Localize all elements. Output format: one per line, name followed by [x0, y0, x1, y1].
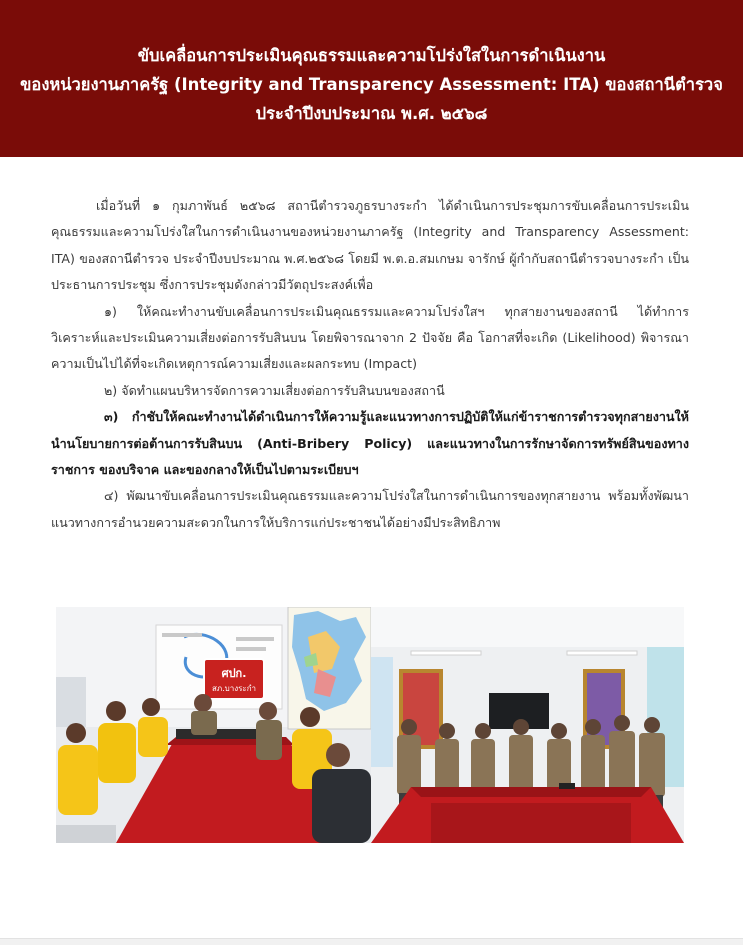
objective-4: ๔) พัฒนาขับเคลื่อนการประเมินคุณธรรมและความโปร่งใสในการดำเนินการของทุกสายงาน พร้อมทั้งพัฒนาแนวทางการอำนวยความสะดวกในการให้บริการแก่ประชาชนได้อย่างมีประสิทธิภาพ [51, 488, 689, 530]
header-title-line3: ประจำปีงบประมาณ พ.ศ. ๒๕๖๘ [255, 104, 488, 123]
header-title-line2: ของหน่วยงานภาครัฐ (Integrity and Transparency Assessment: ITA) ของสถานีตำรวจ [20, 75, 723, 94]
meeting-sign-line2: สภ.บางระกำ [211, 684, 257, 693]
article-body [51, 193, 689, 536]
meeting-photo-left [56, 607, 371, 843]
meeting-sign-line1: ศปก. [221, 667, 247, 680]
objective-2: ๒) จัดทำแผนบริหารจัดการความเสี่ยงต่อการรับสินบนของสถานี [104, 382, 445, 398]
objective-3: ๓) กำชับให้คณะทำงานได้ดำเนินการให้ความรู้และแนวทางการปฏิบัติให้แก่ข้าราชการตำรวจทุกสายงานให้นำนโยบายการต่อต้านการรับสินบน (Anti-Bribery Policy) และแนวทางในการรักษาจัดการทรัพย์สินของทางราชการ ของบริจาค และของกลางให้เป็นไปตามระเบียบฯ [51, 409, 689, 478]
objective-1: ๑) ให้คณะทำงานขับเคลื่อนการประเมินคุณธรรมและความโปร่งใสฯ ทุกสายงานของสถานี ได้ทำการวิเคราะห์และประเมินความเสี่ยงต่อการรับสินบน โดยพิจารณาจาก 2 ปัจจัย คือ โอกาสที่จะเกิด (Likelihood) พิจารณาความเป็นไปได้ที่จะเกิดเหตุการณ์ความเสี่ยงและผลกระทบ (Impact) [51, 303, 689, 372]
meeting-photo-right-image [371, 607, 684, 843]
intro-paragraph: เมื่อวันที่ ๑ กุมภาพันธ์ ๒๕๖๘ สถานีตำรวจภูธรบางระกำ ได้ดำเนินการประชุมการขับเคลื่อนการประเมินคุณธรรมและความโปร่งใสในการดำเนินงานของหน่วยงานภาครัฐ (Integrity and Transparency Assessment: ITA) ของสถานีตำรวจ ประจำปีงบประมาณ พ.ศ.๒๕๖๘ โดยมี พ.ต.อ.สมเกษม จารักษ์ ผู้กำกับสถานีตำรวจบางระกำ เป็นประธานการประชุม ซึ่งการประชุมดังกล่าวมีวัตถุประสงค์เพื่อ [51, 198, 689, 293]
meeting-photo-left-image [56, 607, 371, 843]
header-title-line1: ขับเคลื่อนการประเมินคุณธรรมและความโปร่งใสในการดำเนินงาน [137, 46, 606, 65]
page-header [0, 0, 743, 157]
meeting-photo-right [371, 607, 684, 843]
